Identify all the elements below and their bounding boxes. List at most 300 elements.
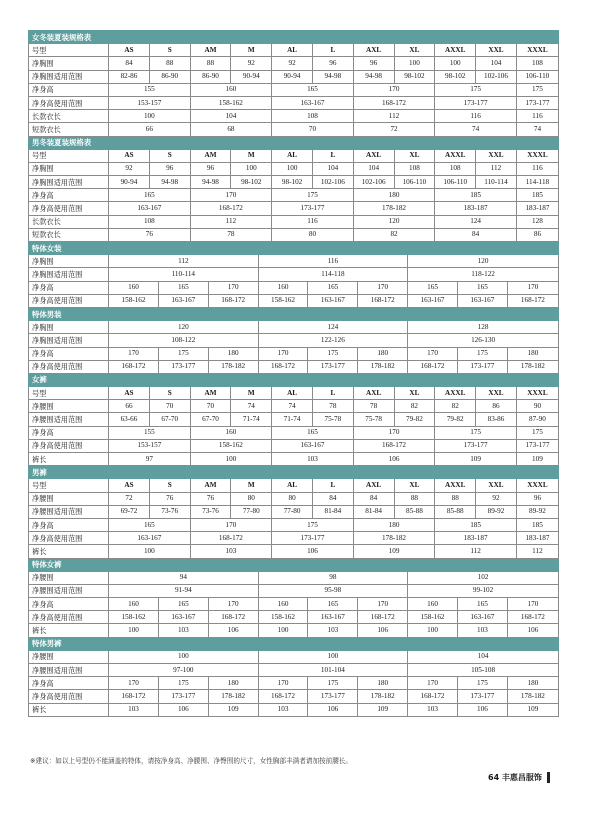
row-label: 号型 xyxy=(29,149,109,162)
table-cell: 102-106 xyxy=(353,176,394,189)
table-cell: 88 xyxy=(149,57,190,70)
table-cell: 96 xyxy=(149,162,190,175)
table-cell: 95-98 xyxy=(258,584,408,597)
table-row xyxy=(29,96,559,109)
table-cell: 108 xyxy=(272,110,354,123)
table-cell: 82 xyxy=(394,400,435,413)
table-cell: 112 xyxy=(353,110,435,123)
table-cell: 120 xyxy=(408,255,559,268)
table-row xyxy=(29,611,559,624)
table-cell: 69-72 xyxy=(109,505,150,518)
table-cell: 90-94 xyxy=(272,70,313,83)
row-label: 净身高使用范围 xyxy=(29,202,109,215)
table-cell: 100 xyxy=(231,162,272,175)
table-cell: 158-162 xyxy=(190,96,272,109)
table-cell: 175 xyxy=(457,347,507,360)
section-title: 特体男装 xyxy=(29,307,559,320)
table-cell: 170 xyxy=(258,347,308,360)
table-row xyxy=(29,413,559,426)
table-cell: 100 xyxy=(272,162,313,175)
table-cell: 80 xyxy=(272,492,313,505)
table-row xyxy=(29,123,559,136)
table-cell: AM xyxy=(190,149,231,162)
table-cell: 158-162 xyxy=(109,294,159,307)
table-cell: 185 xyxy=(435,518,517,531)
table-cell: 106 xyxy=(353,453,435,466)
table-cell: 116 xyxy=(272,215,354,228)
table-cell: 170 xyxy=(109,677,159,690)
table-cell: 83-86 xyxy=(476,413,517,426)
table-cell: 77-80 xyxy=(272,505,313,518)
table-cell: 165 xyxy=(158,598,208,611)
table-cell: 170 xyxy=(190,189,272,202)
table-cell: 106 xyxy=(358,624,408,637)
row-label: 净腰围适用范围 xyxy=(29,664,109,677)
table-cell: 84 xyxy=(435,228,517,241)
table-cell: 165 xyxy=(272,83,354,96)
table-cell: 74 xyxy=(272,400,313,413)
table-cell: 75-78 xyxy=(353,413,394,426)
table-cell: 82 xyxy=(435,400,476,413)
table-row xyxy=(29,479,559,492)
table-row xyxy=(29,44,559,57)
table-cell: 76 xyxy=(190,492,231,505)
section-header xyxy=(29,373,559,386)
table-cell: 175 xyxy=(158,677,208,690)
row-label: 号型 xyxy=(29,479,109,492)
table-cell: 100 xyxy=(258,650,408,663)
table-cell: 98-102 xyxy=(272,176,313,189)
table-cell: 180 xyxy=(507,347,558,360)
size-chart-sheet xyxy=(28,30,559,717)
table-cell: 90 xyxy=(516,400,558,413)
table-cell: AXXL xyxy=(435,44,476,57)
table-cell: XL xyxy=(394,479,435,492)
table-cell: 173-177 xyxy=(308,690,358,703)
table-row xyxy=(29,453,559,466)
table-cell: 103 xyxy=(457,624,507,637)
table-cell: 160 xyxy=(408,598,458,611)
table-cell: 92 xyxy=(476,492,517,505)
row-label: 净腰围 xyxy=(29,571,109,584)
table-cell: 84 xyxy=(353,492,394,505)
table-row xyxy=(29,255,559,268)
table-cell: 173-177 xyxy=(435,96,517,109)
row-label: 短款衣长 xyxy=(29,123,109,136)
table-row xyxy=(29,505,559,518)
row-label: 净身高使用范围 xyxy=(29,294,109,307)
row-label: 裤长 xyxy=(29,453,109,466)
table-cell: 98-102 xyxy=(435,70,476,83)
table-cell: M xyxy=(231,479,272,492)
table-cell: 103 xyxy=(109,703,159,716)
row-label: 净腰围适用范围 xyxy=(29,413,109,426)
table-cell: 183-187 xyxy=(435,532,517,545)
table-cell: 168-172 xyxy=(190,202,272,215)
row-label: 净胸围适用范围 xyxy=(29,176,109,189)
row-label: 净身高 xyxy=(29,281,109,294)
table-cell: 94 xyxy=(109,571,259,584)
table-cell: 89-92 xyxy=(476,505,517,518)
table-cell: 112 xyxy=(190,215,272,228)
table-cell: 92 xyxy=(231,57,272,70)
table-cell: 180 xyxy=(208,677,258,690)
table-cell: 79-82 xyxy=(394,413,435,426)
table-cell: 168-172 xyxy=(358,611,408,624)
table-cell: 160 xyxy=(258,281,308,294)
table-cell: 75-78 xyxy=(312,413,353,426)
table-row xyxy=(29,189,559,202)
table-cell: AS xyxy=(109,479,150,492)
table-row xyxy=(29,162,559,175)
table-cell: L xyxy=(312,479,353,492)
table-cell: 103 xyxy=(258,703,308,716)
table-cell: 106 xyxy=(158,703,208,716)
table-cell: 124 xyxy=(258,321,408,334)
table-cell: L xyxy=(312,44,353,57)
table-row xyxy=(29,228,559,241)
table-cell: 163-167 xyxy=(457,611,507,624)
table-cell: 70 xyxy=(149,400,190,413)
table-cell: 96 xyxy=(190,162,231,175)
table-cell: AXL xyxy=(353,387,394,400)
table-cell: 74 xyxy=(516,123,558,136)
table-cell: 100 xyxy=(408,624,458,637)
table-cell: AS xyxy=(109,149,150,162)
table-cell: 94-98 xyxy=(312,70,353,83)
table-cell: 112 xyxy=(435,545,517,558)
table-cell: XXXL xyxy=(516,479,558,492)
table-cell: 87-90 xyxy=(516,413,558,426)
table-cell: 168-172 xyxy=(507,294,558,307)
table-cell: 97-100 xyxy=(109,664,259,677)
table-row xyxy=(29,360,559,373)
table-cell: XL xyxy=(394,44,435,57)
row-label: 净身高 xyxy=(29,189,109,202)
table-cell: 100 xyxy=(394,57,435,70)
table-cell: 70 xyxy=(272,123,354,136)
table-cell: 94-98 xyxy=(353,70,394,83)
table-cell: AM xyxy=(190,44,231,57)
table-row xyxy=(29,492,559,505)
section-title: 女冬装夏装规格表 xyxy=(29,31,559,44)
table-cell: 114-118 xyxy=(516,176,558,189)
row-label: 净身高使用范围 xyxy=(29,690,109,703)
table-cell: 170 xyxy=(208,281,258,294)
table-cell: 101-104 xyxy=(258,664,408,677)
table-cell: 103 xyxy=(272,453,354,466)
table-cell: 165 xyxy=(308,598,358,611)
table-cell: 168-172 xyxy=(358,294,408,307)
table-row xyxy=(29,400,559,413)
table-cell: 108 xyxy=(394,162,435,175)
table-cell: 180 xyxy=(353,189,435,202)
table-cell: AXXL xyxy=(435,387,476,400)
table-cell: AL xyxy=(272,387,313,400)
table-cell: AXL xyxy=(353,149,394,162)
table-cell: 86-90 xyxy=(149,70,190,83)
table-cell: 173-177 xyxy=(308,360,358,373)
table-cell: AS xyxy=(109,387,150,400)
table-cell: 180 xyxy=(208,347,258,360)
table-cell: 109 xyxy=(507,703,558,716)
table-cell: S xyxy=(149,387,190,400)
table-cell: 100 xyxy=(190,453,272,466)
table-cell: 106 xyxy=(208,624,258,637)
table-cell: 165 xyxy=(457,598,507,611)
table-cell: XXL xyxy=(476,479,517,492)
table-row xyxy=(29,624,559,637)
table-row xyxy=(29,268,559,281)
table-cell: 160 xyxy=(190,426,272,439)
table-cell: 109 xyxy=(353,545,435,558)
table-cell: 183-187 xyxy=(435,202,517,215)
table-cell: 175 xyxy=(272,189,354,202)
table-cell: 175 xyxy=(308,677,358,690)
table-row xyxy=(29,571,559,584)
table-cell: 173-177 xyxy=(272,202,354,215)
table-cell: 118-122 xyxy=(408,268,559,281)
table-row xyxy=(29,70,559,83)
table-cell: 71-74 xyxy=(231,413,272,426)
table-cell: 104 xyxy=(190,110,272,123)
table-cell: 175 xyxy=(516,83,558,96)
table-cell: 81-84 xyxy=(353,505,394,518)
table-row xyxy=(29,426,559,439)
table-row xyxy=(29,690,559,703)
table-cell: 92 xyxy=(272,57,313,70)
table-cell: 116 xyxy=(516,162,558,175)
table-cell: 102-106 xyxy=(312,176,353,189)
table-cell: 106 xyxy=(507,624,558,637)
table-row xyxy=(29,334,559,347)
table-cell: 126-130 xyxy=(408,334,559,347)
table-cell: 120 xyxy=(353,215,435,228)
table-cell: 153-157 xyxy=(109,439,191,452)
table-cell: 180 xyxy=(353,518,435,531)
table-cell: 67-70 xyxy=(190,413,231,426)
table-cell: 170 xyxy=(353,83,435,96)
table-cell: 100 xyxy=(435,57,476,70)
table-row xyxy=(29,215,559,228)
table-cell: 96 xyxy=(312,57,353,70)
table-cell: 100 xyxy=(109,650,259,663)
table-cell: 124 xyxy=(435,215,517,228)
table-cell: 170 xyxy=(507,598,558,611)
table-cell: AM xyxy=(190,479,231,492)
table-cell: 85-88 xyxy=(394,505,435,518)
table-cell: 86-90 xyxy=(190,70,231,83)
table-cell: XL xyxy=(394,387,435,400)
table-cell: 106-110 xyxy=(435,176,476,189)
row-label: 裤长 xyxy=(29,545,109,558)
table-cell: 165 xyxy=(308,281,358,294)
table-cell: XXXL xyxy=(516,387,558,400)
row-label: 号型 xyxy=(29,44,109,57)
table-cell: XXXL xyxy=(516,44,558,57)
table-row xyxy=(29,57,559,70)
table-cell: 160 xyxy=(109,598,159,611)
table-cell: 86 xyxy=(476,400,517,413)
table-cell: 100 xyxy=(258,624,308,637)
table-cell: 168-172 xyxy=(109,360,159,373)
table-cell: 160 xyxy=(109,281,159,294)
table-cell: 81-84 xyxy=(312,505,353,518)
table-cell: 89-92 xyxy=(516,505,558,518)
table-cell: 173-177 xyxy=(516,96,558,109)
table-cell: 92 xyxy=(109,162,150,175)
section-header xyxy=(29,31,559,44)
row-label: 净胸围 xyxy=(29,255,109,268)
table-cell: 173-177 xyxy=(158,690,208,703)
row-label: 净身高使用范围 xyxy=(29,96,109,109)
table-cell: 163-167 xyxy=(272,96,354,109)
row-label: 净腰围适用范围 xyxy=(29,584,109,597)
row-label: 净胸围 xyxy=(29,162,109,175)
table-cell: 114-118 xyxy=(258,268,408,281)
table-cell: AL xyxy=(272,149,313,162)
table-cell: 168-172 xyxy=(408,690,458,703)
table-cell: 168-172 xyxy=(353,96,435,109)
table-cell: 86 xyxy=(516,228,558,241)
table-cell: 158-162 xyxy=(109,611,159,624)
table-cell: 98-102 xyxy=(394,70,435,83)
table-cell: 170 xyxy=(190,518,272,531)
table-cell: 178-182 xyxy=(507,690,558,703)
table-cell: 158-162 xyxy=(190,439,272,452)
table-cell: 163-167 xyxy=(308,294,358,307)
section-header xyxy=(29,466,559,479)
table-cell: 158-162 xyxy=(258,611,308,624)
table-cell: AXXL xyxy=(435,479,476,492)
table-cell: 112 xyxy=(476,162,517,175)
table-cell: 104 xyxy=(408,650,559,663)
table-cell: 178-182 xyxy=(507,360,558,373)
table-cell: L xyxy=(312,387,353,400)
table-cell: 91-94 xyxy=(109,584,259,597)
table-row xyxy=(29,176,559,189)
table-cell: 110-114 xyxy=(476,176,517,189)
table-row xyxy=(29,703,559,716)
table-cell: 173-177 xyxy=(435,439,517,452)
table-cell: 116 xyxy=(516,110,558,123)
table-row xyxy=(29,664,559,677)
table-cell: 168-172 xyxy=(208,294,258,307)
table-cell: 153-157 xyxy=(109,96,191,109)
row-label: 净身高 xyxy=(29,426,109,439)
table-cell: 77-80 xyxy=(231,505,272,518)
table-cell: M xyxy=(231,387,272,400)
table-cell: 183-187 xyxy=(516,532,558,545)
table-cell: 178-182 xyxy=(358,690,408,703)
table-cell: 165 xyxy=(109,189,191,202)
table-cell: 82-86 xyxy=(109,70,150,83)
row-label: 号型 xyxy=(29,387,109,400)
table-cell: 173-177 xyxy=(457,690,507,703)
table-cell: 71-74 xyxy=(272,413,313,426)
table-cell: XXL xyxy=(476,44,517,57)
table-cell: 175 xyxy=(435,83,517,96)
row-label: 长款衣长 xyxy=(29,110,109,123)
row-label: 净胸围适用范围 xyxy=(29,268,109,281)
size-chart-table xyxy=(28,30,559,717)
table-cell: 94-98 xyxy=(190,176,231,189)
table-cell: 78 xyxy=(190,228,272,241)
table-cell: 163-167 xyxy=(109,202,191,215)
row-label: 净腰围 xyxy=(29,400,109,413)
table-cell: 102-106 xyxy=(476,70,517,83)
table-cell: 108-122 xyxy=(109,334,259,347)
table-cell: 160 xyxy=(190,83,272,96)
row-label: 净腰围 xyxy=(29,492,109,505)
table-cell: AXXL xyxy=(435,149,476,162)
table-cell: 67-70 xyxy=(149,413,190,426)
table-row xyxy=(29,677,559,690)
table-cell: 108 xyxy=(516,57,558,70)
table-row xyxy=(29,650,559,663)
table-cell: 165 xyxy=(272,426,354,439)
table-cell: 163-167 xyxy=(457,294,507,307)
table-cell: 80 xyxy=(231,492,272,505)
table-cell: 90-94 xyxy=(231,70,272,83)
table-cell: 88 xyxy=(190,57,231,70)
table-row xyxy=(29,439,559,452)
table-cell: AXL xyxy=(353,44,394,57)
table-cell: 105-108 xyxy=(408,664,559,677)
table-cell: 99-102 xyxy=(408,584,559,597)
section-header xyxy=(29,136,559,149)
table-cell: 168-172 xyxy=(353,439,435,452)
table-cell: 100 xyxy=(109,545,191,558)
table-cell: 163-167 xyxy=(158,294,208,307)
table-cell: 165 xyxy=(408,281,458,294)
table-cell: 175 xyxy=(457,677,507,690)
table-cell: 175 xyxy=(516,426,558,439)
table-cell: 104 xyxy=(353,162,394,175)
table-cell: 106 xyxy=(457,703,507,716)
table-cell: S xyxy=(149,44,190,57)
table-cell: 163-167 xyxy=(158,611,208,624)
table-cell: 175 xyxy=(308,347,358,360)
row-label: 裤长 xyxy=(29,624,109,637)
table-cell: 122-126 xyxy=(258,334,408,347)
table-cell: 98-102 xyxy=(231,176,272,189)
row-label: 净身高使用范围 xyxy=(29,439,109,452)
table-cell: 170 xyxy=(109,347,159,360)
table-row xyxy=(29,584,559,597)
section-title: 特体女装 xyxy=(29,242,559,255)
table-cell: 108 xyxy=(435,162,476,175)
row-label: 净身高 xyxy=(29,518,109,531)
table-cell: 76 xyxy=(109,228,191,241)
table-cell: 97 xyxy=(109,453,191,466)
row-label: 裤长 xyxy=(29,703,109,716)
table-cell: 178-182 xyxy=(353,532,435,545)
table-cell: 163-167 xyxy=(272,439,354,452)
table-cell: 155 xyxy=(109,426,191,439)
row-label: 净腰围适用范围 xyxy=(29,505,109,518)
table-cell: 112 xyxy=(516,545,558,558)
row-label: 净身高使用范围 xyxy=(29,360,109,373)
table-cell: 165 xyxy=(457,281,507,294)
table-cell: AL xyxy=(272,44,313,57)
table-cell: 100 xyxy=(109,110,191,123)
table-cell: 175 xyxy=(435,426,517,439)
table-cell: 72 xyxy=(353,123,435,136)
table-cell: 109 xyxy=(435,453,517,466)
footnote: ※建议：如以上号型仍不能涵盖的特体，请按净身高、净腰围、净臀围的尺寸，女性胸部丰满者请加按前腰长。 xyxy=(30,757,353,765)
table-cell: 112 xyxy=(109,255,259,268)
